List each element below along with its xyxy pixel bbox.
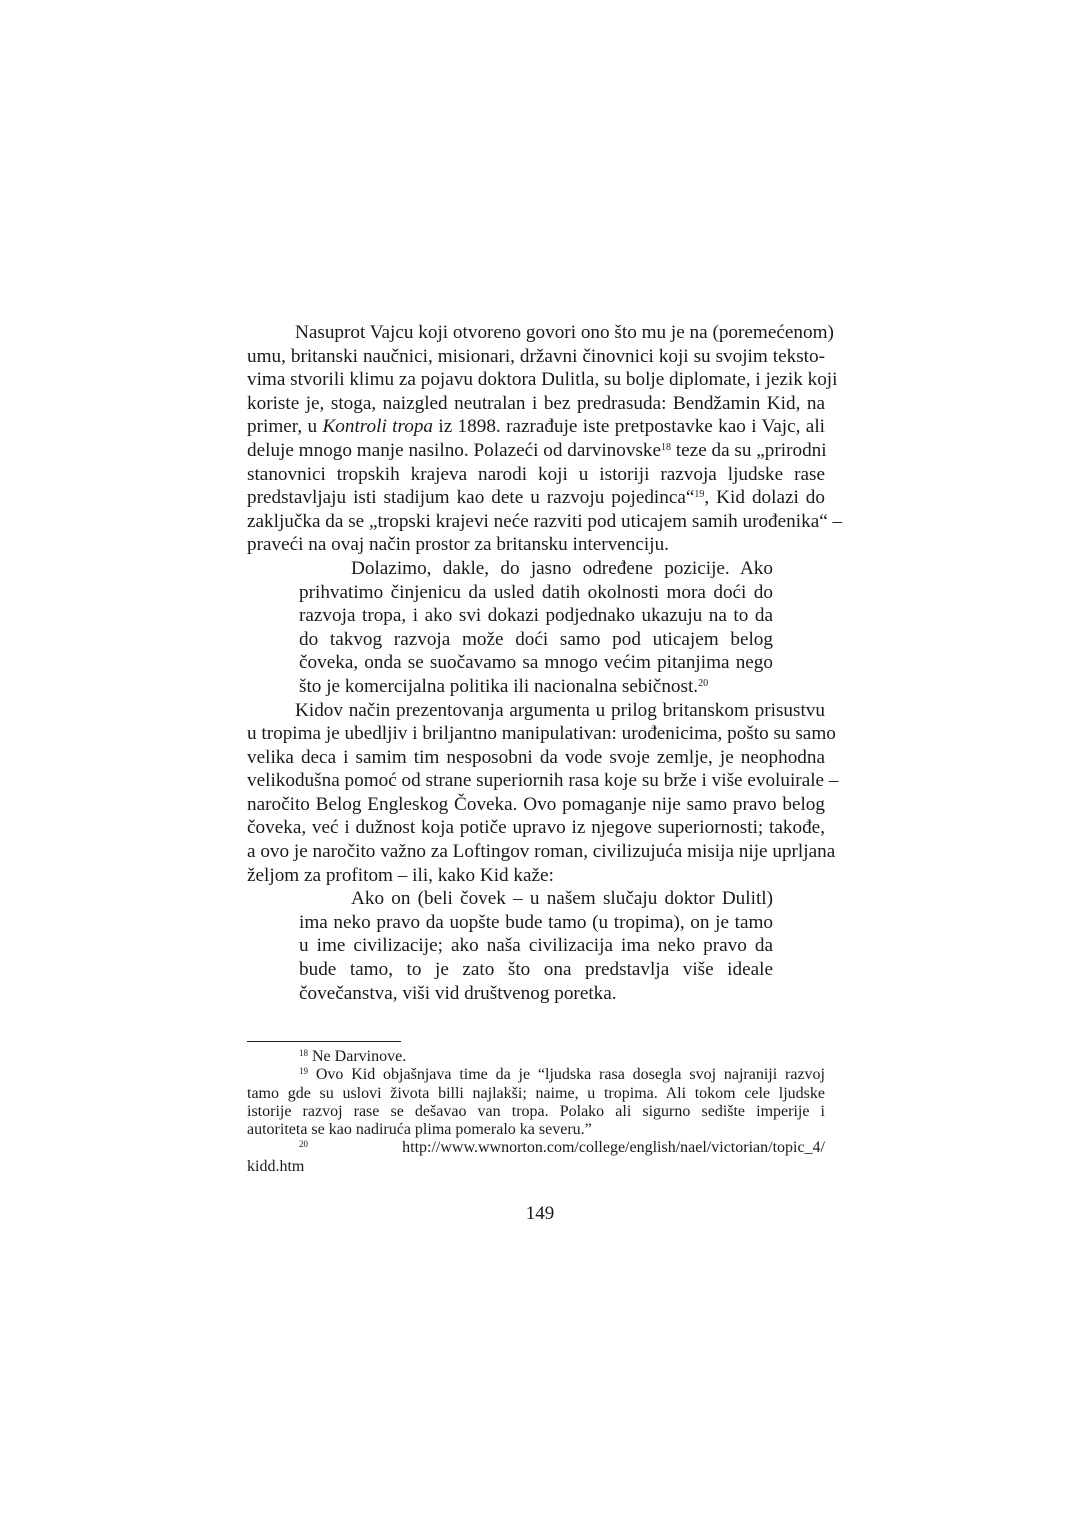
- quote-line: razvoja tropa, i ako svi dokazi podjednako ukazuju na to da: [299, 605, 773, 627]
- footnote-line: $^{19}$ Ovo Kid objašnjava time da je “ljudska rasa dosegla svoj najraniji razvoj: [299, 1066, 825, 1084]
- footnote-19: [247, 1066, 825, 1139]
- footnote-line: autoriteta se kao nadiruća plima pomeralo ka severu.”: [247, 1121, 592, 1139]
- text-line: stanovnici tropskih krajeva narodi koji u istoriji razvoja ljudske rase: [247, 463, 825, 485]
- quote-line: čovečanstva, viši vid društvenog poretka.: [299, 982, 617, 1004]
- text-line: u tropima je ubedljiv i briljantno manipulativan: urođenicima, pošto su samo: [247, 723, 836, 745]
- block-quote-2: [247, 887, 825, 1005]
- text-line: Nasuprot Vajcu koji otvoreno govori ono što mu je na (poremećenom): [295, 322, 834, 343]
- quote-line: što je komercijalna politika ili nacionalna sebičnost.$^{20}$: [299, 675, 709, 697]
- quote-line: čoveka, onda se suočavamo sa mnogo većim pitanjima nego: [299, 652, 773, 674]
- quote-line: Dolazimo, dakle, do jasno određene pozicije. Ako: [351, 557, 773, 579]
- paragraph-1: [247, 321, 843, 557]
- text-line: deluje mnogo manje nasilno. Polazeći od darvinovske$^{18}$ teze da su „prirodni: [247, 439, 827, 461]
- footnote-line: $^{20}$ http://www.wwnorton.com/college/english/nael/victorian/topic_4/: [299, 1139, 825, 1157]
- main-text: [247, 321, 843, 1005]
- footnote-20: [247, 1139, 825, 1176]
- text-line: predstavljaju isti stadijum kao dete u razvoju pojedinca“$^{19}$, Kid dolazi do: [247, 487, 825, 509]
- text-line: a ovo je naročito važno za Loftingov roman, civilizujuća misija nije uprljana: [247, 841, 836, 863]
- text-line: praveći na ovaj način prostor za britansku intervenciju.: [247, 534, 669, 556]
- text-line: vima stvorili klimu za pojavu doktora Dulitla, su bolje diplomate, i jezik koji: [247, 369, 838, 391]
- text-line: željom za profitom – ili, kako Kid kaže:: [247, 864, 554, 886]
- footnotes: [247, 1048, 825, 1176]
- footnote-number: 18: [299, 1048, 308, 1058]
- text-line: velika deca i samim tim nesposobni da vode svoje zemlje, je neophodna: [247, 746, 825, 768]
- text-line: čoveka, već i dužnost koja potiče upravo iz njegove superiornosti; takođe,: [247, 817, 825, 839]
- quote-line: Ako on (beli čovek – u našem slučaju doktor Dulitl): [351, 888, 773, 910]
- page-number: 149: [525, 1203, 555, 1224]
- footnote-number: 20: [299, 1139, 308, 1150]
- quote-line: ima neko pravo da uopšte bude tamo (u tropima), on je tamo: [299, 911, 773, 933]
- text-line: naročito Belog Engleskog Čoveka. Ovo pomaganje nije samo pravo belog: [247, 793, 825, 815]
- text-line: primer, u Kontroli tropa iz 1898. razrađuje iste pretpostavke kao i Vajc, ali: [247, 416, 825, 438]
- footnote-ref: 19: [694, 489, 705, 501]
- quote-line: bude tamo, to je zato što ona predstavlja više ideale: [299, 959, 773, 981]
- text-line: koriste je, stoga, naizgled neutralan i bez predrasuda: Bendžamin Kid, na: [247, 392, 825, 414]
- paragraph-2: [247, 699, 839, 888]
- footnote-line: kidd.htm: [247, 1157, 305, 1175]
- footnote-number: 19: [299, 1066, 308, 1077]
- footnote-separator: [247, 1041, 401, 1042]
- text-line: velikodušna pomoć od strane superiornih rasa koje su brže i više evoluirale –: [247, 770, 839, 792]
- footnote-18: $^{18}$ Ne Darvinove.: [299, 1048, 407, 1065]
- footnote-line: istorije razvoj rase se dešavao van tropa. Polako ali sigurno sedište imperije i: [247, 1102, 825, 1120]
- quote-line: do takvog razvoja može doći samo pod uticajem belog: [299, 628, 773, 650]
- text-line: Kidov način prezentovanja argumenta u prilog britanskom prisustvu: [295, 699, 825, 721]
- footnote-ref: 20: [698, 677, 709, 689]
- text-line: umu, britanski naučnici, misionari, državni činovnici koji su svojim teksto-: [247, 345, 825, 367]
- quote-line: prihvatimo činjenicu da usled datih okolnosti mora doći do: [299, 581, 773, 603]
- quote-line: u ime civilizacije; ako naša civilizacija ima neko pravo da: [299, 935, 773, 957]
- book-title: Kontroli tropa: [322, 416, 434, 438]
- footnote-ref: 18: [661, 441, 672, 453]
- block-quote-1: [247, 557, 825, 699]
- text-line: zaključka da se „tropski krajevi neće razviti pod uticajem samih urođenika“ –: [247, 510, 843, 532]
- footnote-line: tamo gde su uslovi života billi najlakši; naime, u tropima. Ali tokom cele ljudske: [247, 1084, 825, 1102]
